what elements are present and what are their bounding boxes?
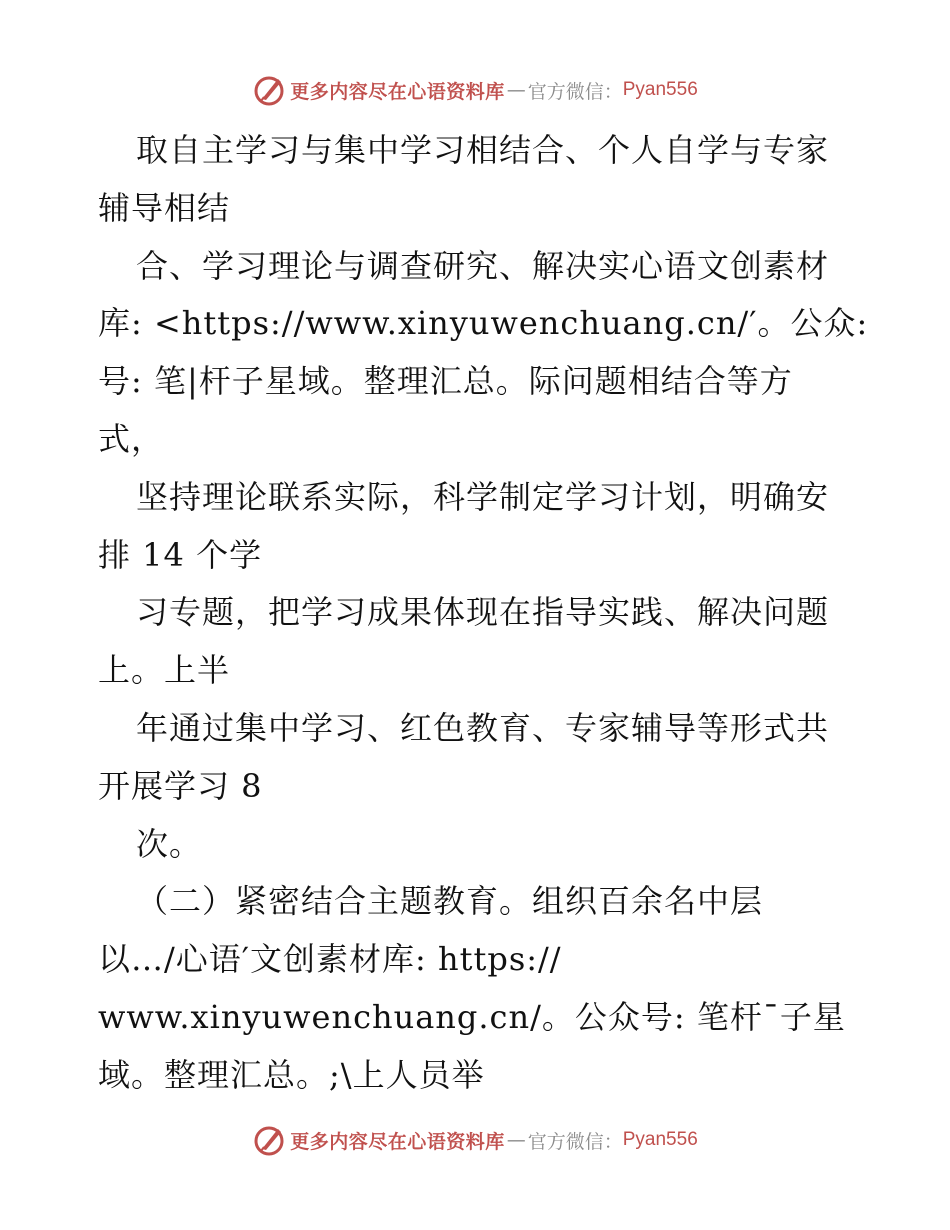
wechat-id: Pyan556	[622, 79, 698, 100]
text-line-4: 库: <https://www.xinyuwenchuang.cn/′。公众:	[98, 304, 869, 343]
footer-banner	[0, 1120, 950, 1160]
text-line-1: 取自主学习与集中学习相结合、个人自学与专家	[136, 131, 830, 169]
wechat-label: 官方微信：	[527, 1130, 623, 1153]
text-line-14: （二）紧密结合主题教育。组织百余名中层	[136, 882, 764, 921]
banner-dash: —	[506, 79, 526, 101]
text-line-3: 合、学习理论与调查研究、解决实心语文创素材	[136, 246, 830, 285]
text-line-15: 以…/心语′文创素材库: https://	[98, 940, 562, 979]
text-line-11: 年通过集中学习、红色教育、专家辅导等形式共	[136, 708, 830, 747]
text-line-17: 域。整理汇总。;\上人员举	[98, 1055, 485, 1094]
text-line-12: 开展学习 8	[98, 766, 263, 805]
banner-dash: —	[506, 1129, 526, 1151]
wechat-label: 官方微信：	[527, 80, 623, 103]
text-line-13: 次。	[136, 824, 203, 863]
banner-text: 更多内容尽在心语资料库	[290, 1130, 505, 1153]
text-line-6: 式，	[98, 419, 165, 458]
text-line-9: 习专题，把学习成果体现在指导实践、解决问题	[136, 593, 830, 632]
text-line-7: 坚持理论联系实际，科学制定学习计划，明确安	[136, 477, 830, 516]
text-line-2: 辅导相结	[98, 188, 231, 227]
quill-logo-icon	[252, 73, 286, 107]
text-line-5: 号: 笔|杆子星域。整理汇总。际问题相结合等方	[98, 362, 793, 401]
banner-text: 更多内容尽在心语资料库	[290, 80, 505, 103]
text-line-8: 排 14 个学	[98, 535, 263, 574]
text-line-10: 上。上半	[98, 651, 231, 690]
wechat-id: Pyan556	[622, 1129, 698, 1150]
header-banner	[0, 70, 950, 110]
text-line-16: www.xinyuwenchuang.cn/。公众号: 笔杆¯子星	[98, 997, 846, 1036]
quill-logo-icon	[252, 1123, 286, 1157]
document-body	[98, 122, 878, 1105]
